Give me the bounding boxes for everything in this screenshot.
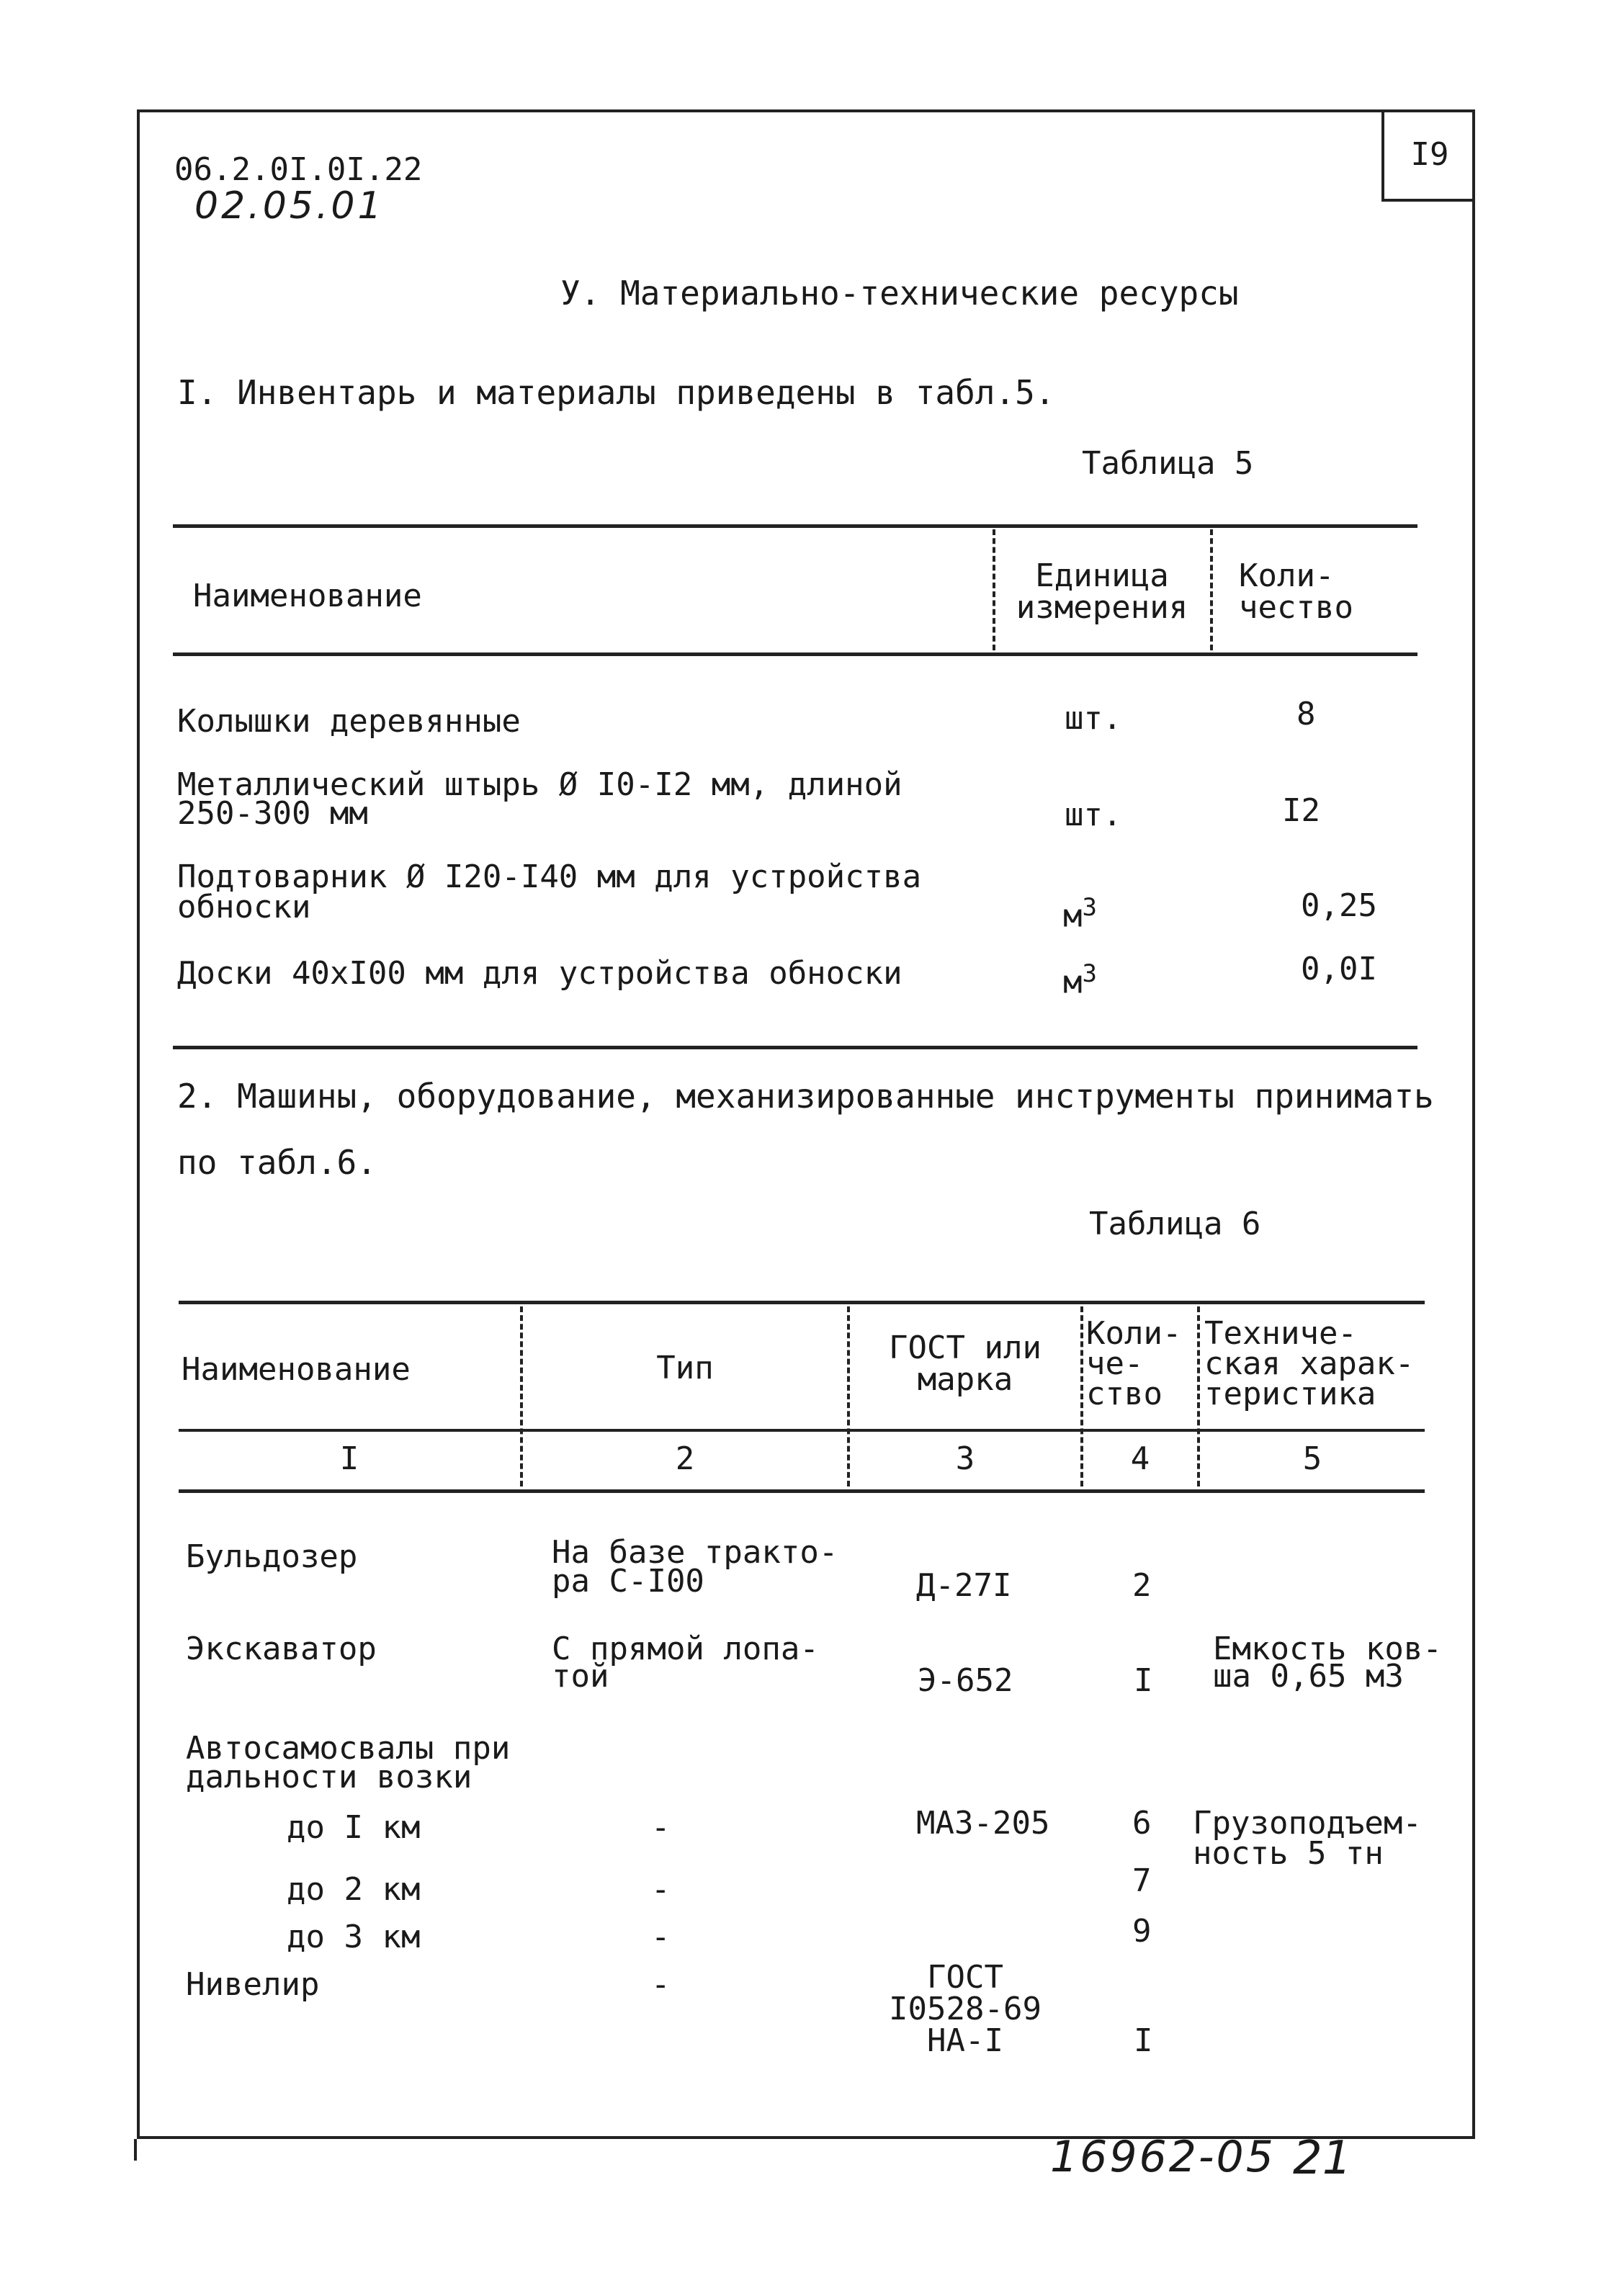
table6-row-gost: МАЗ-205: [916, 1805, 1050, 1842]
table5-row-name-cont: обноски: [177, 889, 311, 925]
table5-header-rule: [173, 653, 1417, 656]
table6-header-rule: [179, 1429, 1425, 1432]
footer-document-code: 16962-05: [1050, 2132, 1276, 2182]
table6-row-name-cont: дальности возки: [186, 1759, 472, 1795]
table5-row-unit: шт.: [1065, 700, 1122, 737]
table5-row-unit: шт.: [1065, 797, 1122, 833]
table5-bottom-rule: [173, 1046, 1417, 1049]
table6-top-rule: [179, 1301, 1425, 1304]
table6-row-name: Нивелир: [186, 1966, 320, 2003]
table6-row-tech-cont: ность 5 тн: [1193, 1835, 1384, 1872]
table6-row-gost-cont: НА-I: [927, 2022, 1003, 2059]
table6-col-number: 4: [1130, 1440, 1150, 1477]
table6-row-tech: Емкость ков-: [1213, 1631, 1442, 1667]
table6-row-name: до 2 км: [287, 1871, 421, 1908]
table6-row-gost: Д-27I: [916, 1567, 1012, 1604]
page-number-box: [1381, 109, 1475, 202]
table5-header-name: Наименование: [193, 578, 422, 614]
table6-row-tech-cont: ша 0,65 м3: [1213, 1658, 1404, 1695]
table5-row-qty: 0,0I: [1301, 951, 1377, 987]
table6-row-tech: Грузоподъем-: [1193, 1805, 1422, 1842]
table6-row-gost: ГОСТ: [927, 1959, 1003, 1996]
table6-header-name: Наименование: [182, 1351, 411, 1388]
table6-row-qty: 2: [1132, 1567, 1152, 1604]
table6-row-gost-cont: I0528-69: [889, 1991, 1042, 2027]
table5-header-qty-l1: Коли-: [1239, 557, 1335, 594]
document-code-handwritten: 02.05.01: [194, 184, 385, 228]
table6-row-type: На базе тракто-: [552, 1534, 838, 1571]
table6-row-type: -: [651, 1871, 671, 1908]
frame-tick: [134, 2139, 137, 2161]
item-2-text-cont: по табл.6.: [177, 1143, 377, 1182]
table6-row-gost: Э-652: [918, 1662, 1013, 1699]
table6-caption: Таблица 6: [1089, 1206, 1261, 1242]
section-heading: У. Материально-технические ресурсы: [560, 274, 1239, 313]
table6-header-tech-l2: ская харак-: [1204, 1345, 1415, 1382]
table6-row-name: Автосамосвалы при: [186, 1730, 511, 1767]
table6-header-qty-l1: Коли-: [1086, 1315, 1182, 1352]
table5-row-name: Колышки деревянные: [177, 703, 521, 740]
table6-header-type: Тип: [656, 1350, 714, 1386]
table5-header-unit-l1: Единица: [1035, 557, 1169, 594]
table5-row-qty: 8: [1296, 696, 1316, 732]
table6-numbers-rule: [179, 1489, 1425, 1493]
table6-row-type: -: [651, 1919, 671, 1955]
table5-row-unit: $м^3$: [1063, 959, 1097, 1001]
table5-top-rule: [173, 524, 1417, 528]
table5-col-divider: [1210, 529, 1213, 650]
table5-caption: Таблица 5: [1082, 445, 1254, 482]
item-2-text: 2. Машины, оборудование, механизированные инструменты принимать: [177, 1077, 1434, 1116]
table6-row-type: -: [651, 1966, 671, 2003]
table6-row-qty: 9: [1132, 1913, 1152, 1950]
item-1-text: I. Инвентарь и материалы приведены в табл.5.: [177, 373, 1055, 412]
table6-header-tech-l3: теристика: [1204, 1376, 1376, 1412]
table5-row-name: Доски 40хI00 мм для устройства обноски: [177, 955, 902, 992]
table6-header-qty-l3: ство: [1086, 1376, 1163, 1412]
table6-row-type: С прямой лопа-: [552, 1631, 819, 1667]
table6-row-name: Экскаватор: [186, 1631, 377, 1667]
table5-header-unit-l2: измерения: [1016, 589, 1188, 626]
table5-header-qty-l2: чество: [1239, 589, 1353, 626]
table6-row-type-cont: ра С-I00: [552, 1563, 704, 1600]
table6-row-qty: I: [1134, 1662, 1153, 1699]
table6-row-name: Бульдозер: [186, 1538, 358, 1575]
table6-col-number: 3: [955, 1440, 975, 1477]
table5-row-qty: 0,25: [1301, 887, 1377, 924]
footer-page-number: 21: [1293, 2132, 1352, 2185]
table6-row-qty: 7: [1132, 1862, 1152, 1899]
table5-row-qty: I2: [1282, 792, 1320, 829]
table6-col-number: 5: [1302, 1440, 1322, 1477]
table6-row-qty: I: [1134, 2022, 1153, 2059]
table5-row-name: Подтоварник Ø I20-I40 мм для устройства: [177, 858, 922, 895]
table6-row-name: до 3 км: [287, 1919, 421, 1955]
table6-col-number: 2: [675, 1440, 695, 1477]
table6-row-qty: 6: [1132, 1805, 1152, 1842]
table6-row-type: -: [651, 1809, 671, 1846]
table6-col-number: I: [339, 1440, 359, 1477]
table5-row-unit: $м^3$: [1063, 893, 1097, 935]
table5-row-name: Металлический штырь Ø I0-I2 мм, длиной: [177, 766, 902, 803]
table6-header-qty-l2: че-: [1086, 1345, 1144, 1382]
document-code: 06.2.0I.0I.22: [174, 151, 423, 188]
table6-row-type-cont: той: [552, 1658, 609, 1695]
table6-header-tech-l1: Техниче-: [1204, 1315, 1357, 1352]
table6-header-gost-l2: марка: [917, 1361, 1013, 1398]
table5-row-name-cont: 250-300 мм: [177, 795, 368, 832]
table6-header-gost-l1: ГОСТ или: [889, 1329, 1042, 1366]
table6-row-name: до I км: [287, 1809, 421, 1846]
page-number: I9: [1410, 135, 1449, 173]
